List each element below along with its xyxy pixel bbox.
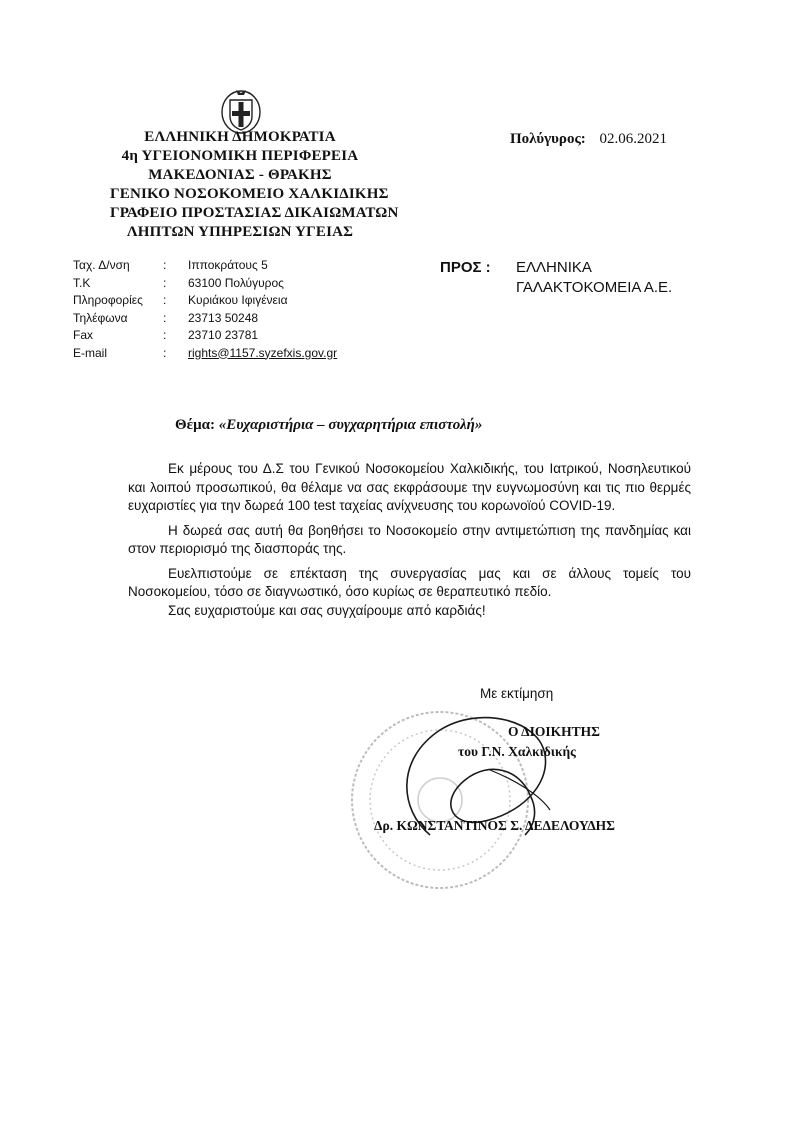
contact-key: Τηλέφωνα (73, 310, 128, 325)
subject-title: «Ευχαριστήρια – συγχαρητήρια επιστολή» (218, 417, 483, 433)
header-line-1: ΕΛΛΗΝΙΚΗ ΔΗΜΟΚΡΑΤΙΑ (144, 129, 336, 145)
letter-body (128, 460, 691, 620)
contact-value: 63100 Πολύγυρος (188, 275, 284, 290)
contact-key: E-mail (73, 345, 108, 360)
signer-organization: του Γ.Ν. Χαλκιδικής (458, 744, 576, 759)
subject-line (175, 417, 482, 434)
contact-colon: : (163, 258, 167, 272)
contact-value: Ιπποκράτους 5 (188, 258, 268, 272)
recipient-line-1: ΕΛΛΗΝΙΚΑ (516, 259, 592, 276)
contact-colon: : (163, 293, 167, 307)
signer-name: Δρ. ΚΩΝΣΤΑΝΤΙΝΟΣ Σ. ΔΕΔΕΛΟΥΔΗΣ (374, 818, 616, 833)
body-paragraph-4: Σας ευχαριστούμε και σας συγχαίρουμε από καρδιάς! (168, 602, 486, 618)
recipient-line-2: ΓΑΛΑΚΤΟΚΟΜΕΙΑ Α.Ε. (516, 279, 673, 296)
email-link[interactable]: rights@1157.syzefxis.gov.gr (188, 345, 338, 360)
contact-key: Τ.Κ (73, 275, 91, 290)
subject-label: Θέμα: (175, 417, 215, 433)
contact-value: 23710 23781 (188, 328, 259, 342)
header-line-5: ΓΡΑΦΕΙΟ ΠΡΟΣΤΑΣΙΑΣ ΔΙΚΑΙΩΜΑΤΩΝ (110, 205, 399, 221)
contact-value: 23713 50248 (188, 310, 259, 325)
contact-key: Ταχ. Δ/νση (73, 258, 130, 272)
contact-key: Fax (73, 328, 94, 342)
contact-key: Πληροφορίες (73, 293, 143, 307)
header-line-4: ΓΕΝΙΚΟ ΝΟΣΟΚΟΜΕΙΟ ΧΑΛΚΙΔΙΚΗΣ (110, 186, 389, 202)
contact-colon: : (163, 310, 167, 325)
date-value: 02.06.2021 (599, 131, 668, 147)
contact-colon: : (163, 328, 167, 342)
recipient-label: ΠΡΟΣ : (440, 259, 491, 276)
signer-role: Ο ΔΙΟΙΚΗΤΗΣ (508, 724, 600, 739)
contact-colon: : (163, 345, 167, 360)
header-line-6: ΛΗΠΤΩΝ ΥΠΗΡΕΣΙΩΝ ΥΓΕΙΑΣ (126, 224, 354, 240)
contact-value: Κυριάκου Ιφιγένεια (188, 293, 288, 307)
greek-emblem-icon (220, 86, 262, 134)
issuer-header (110, 128, 399, 242)
contact-colon: : (163, 275, 167, 290)
header-line-3: ΜΑΚΕΔΟΝΙΑΣ - ΘΡΑΚΗΣ (148, 167, 332, 183)
closing-text: Με εκτίμηση (480, 686, 554, 701)
body-paragraph-3: Ευελπιστούμε σε επέκταση της συνεργασίας μας και σε άλλους τομείς του Νοσοκομείου, τόσο σε διαγνωστικό, όσο κυρίως σε θεραπευτικό πεδίο. (128, 565, 691, 599)
body-paragraph-1: Εκ μέρους του Δ.Σ του Γενικού Νοσοκομείου Χαλκιδικής, του Ιατρικού, Νοσηλευτικού και λοιπού προσωπικού, θα θέλαμε να σας εκφράσουμε την ευγνωμοσύνη και τις πιο θερμές ευχαριστίες για την δωρεά 100 test ταχείας ανίχνευσης του κορωνοϊού COVID-19. (128, 461, 691, 513)
body-paragraph-2: Η δωρεά σας αυτή θα βοηθήσει το Νοσοκομείο στην αντιμετώπιση της πανδημίας και στον περιορισμό της διασποράς της. (128, 522, 691, 556)
date-label: Πολύγυρος: (510, 131, 586, 147)
date-line (510, 131, 667, 148)
header-line-2: 4η ΥΓΕΙΟΝΟΜΙΚΗ ΠΕΡΙΦΕΡΕΙΑ (121, 148, 359, 164)
